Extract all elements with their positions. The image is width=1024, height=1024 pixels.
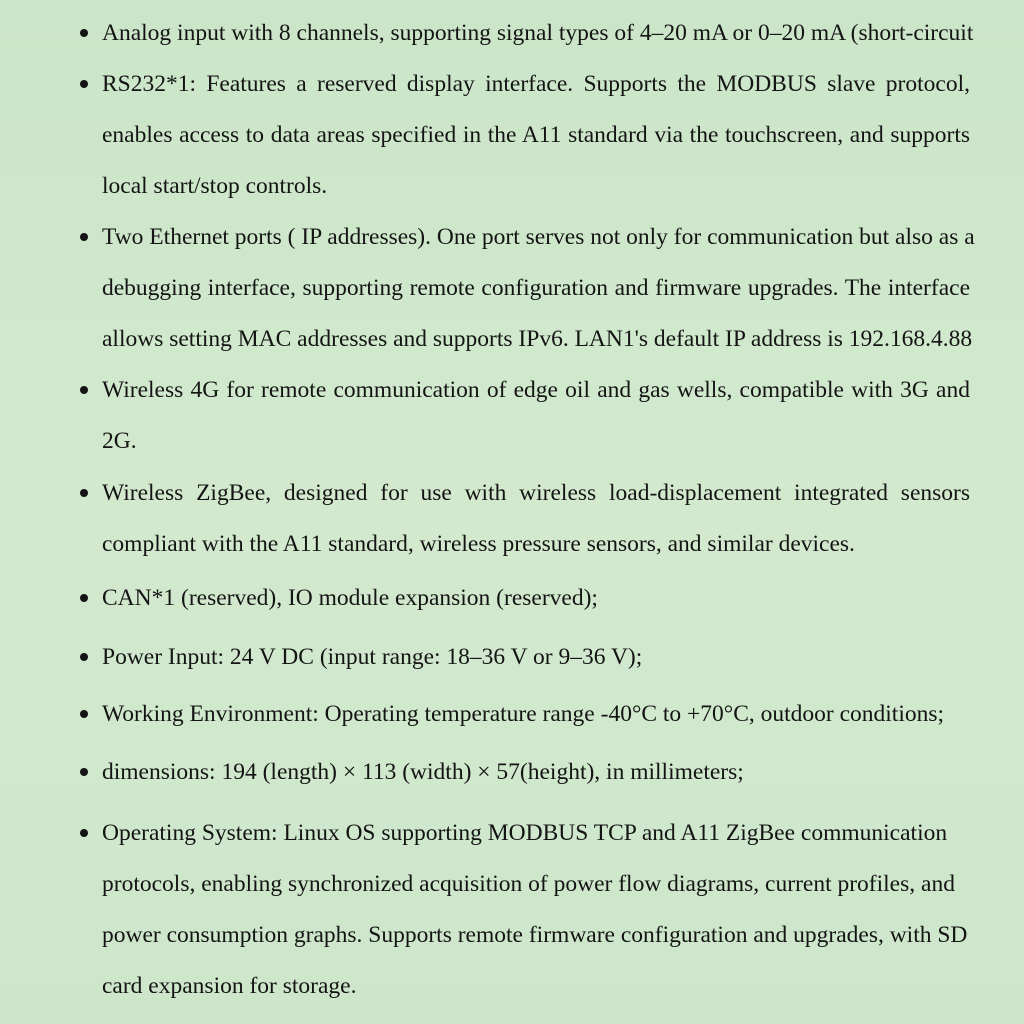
bullet-icon [80, 233, 88, 241]
list-item-line: 2G. [102, 428, 137, 454]
list-item-line: debugging interface, supporting remote configuration and firmware upgrades. The interface [102, 275, 970, 301]
list-item-line: compliant with the A11 standard, wireless pressure sensors, and similar devices. [102, 531, 855, 557]
bullet-icon [80, 80, 88, 88]
bullet-icon [80, 594, 88, 602]
list-item-working-environment [102, 689, 970, 740]
list-item-line: Analog input with 8 channels, supporting signal types of 4–20 mA or 0–20 mA (short-circuit [102, 20, 974, 46]
bullet-icon [80, 653, 88, 661]
list-item-line: RS232*1: Features a reserved display interface. Supports the MODBUS slave protocol, [102, 71, 970, 97]
list-item-power-input [102, 632, 970, 683]
list-item-dimensions [102, 747, 970, 798]
list-item-line: card expansion for storage. [102, 973, 357, 999]
list-item-line: Power Input: 24 V DC (input range: 18–36 V or 9–36 V); [102, 644, 643, 670]
list-item-line: CAN*1 (reserved), IO module expansion (reserved); [102, 585, 598, 611]
list-item-line: local start/stop controls. [102, 173, 328, 199]
list-item-wireless-4g [102, 365, 970, 467]
bullet-icon [80, 489, 88, 497]
list-item-ethernet [102, 212, 975, 365]
list-item-line: Operating System: Linux OS supporting MODBUS TCP and A11 ZigBee communication [102, 820, 948, 846]
list-item-line: Wireless 4G for remote communication of edge oil and gas wells, compatible with 3G and [102, 377, 970, 403]
list-item-wireless-zigbee [102, 468, 970, 570]
list-item-line: enables access to data areas specified in the A11 standard via the touchscreen, and supports [102, 122, 970, 148]
list-item-operating-system [102, 808, 970, 1012]
bullet-icon [80, 386, 88, 394]
bullet-icon [80, 768, 88, 776]
bullet-icon [80, 710, 88, 718]
list-item-rs232 [102, 59, 970, 212]
list-item-can [102, 573, 970, 624]
bullet-icon [80, 29, 88, 37]
list-item-line: Two Ethernet ports ( IP addresses). One port serves not only for communication but also as a [102, 224, 975, 250]
list-item-line: Wireless ZigBee, designed for use with wireless load-displacement integrated sensors [102, 480, 970, 506]
list-item-line: protocols, enabling synchronized acquisition of power flow diagrams, current profiles, and [102, 871, 955, 897]
bullet-icon [80, 829, 88, 837]
list-item-line: Working Environment: Operating temperature range -40°C to +70°C, outdoor conditions; [102, 701, 945, 727]
list-item-line: allows setting MAC addresses and supports IPv6. LAN1's default IP address is 192.168.4.88 [102, 326, 973, 352]
list-item-line: dimensions: 194 (length) × 113 (width) × 57(height), in millimeters; [102, 759, 744, 785]
list-item-line: power consumption graphs. Supports remote firmware configuration and upgrades, with SD [102, 922, 968, 948]
list-item-analog-input [102, 8, 974, 59]
